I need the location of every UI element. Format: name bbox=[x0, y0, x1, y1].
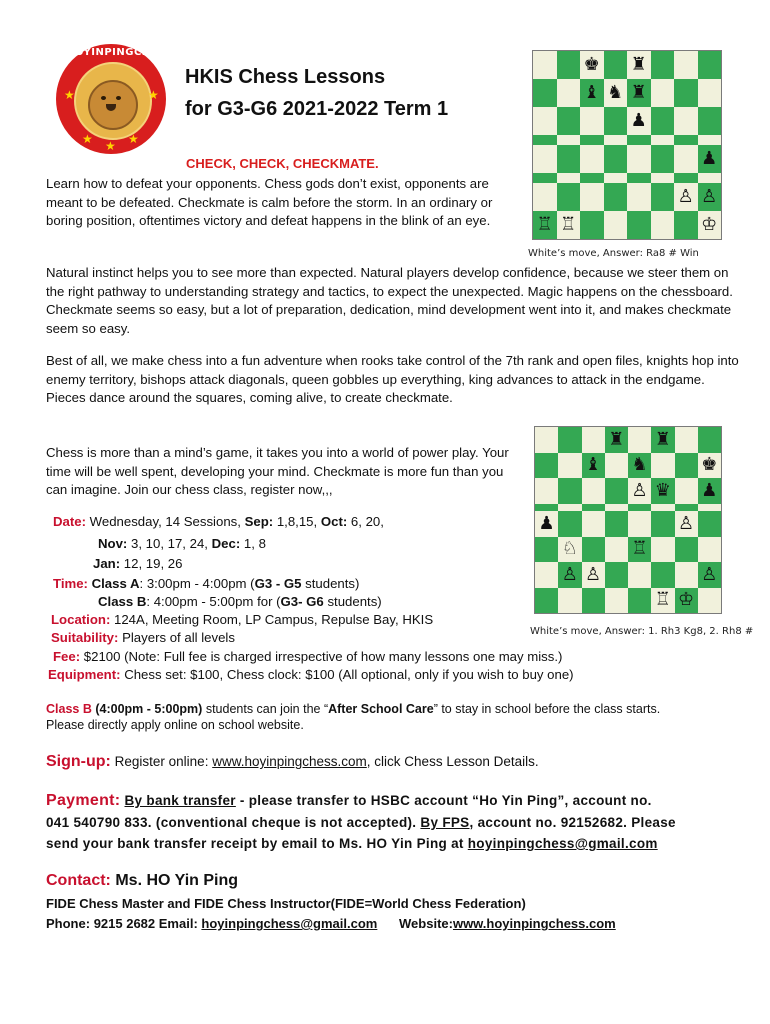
contact-line bbox=[46, 872, 238, 890]
contact-details bbox=[46, 916, 616, 931]
board-square bbox=[698, 478, 721, 504]
board-square bbox=[651, 183, 675, 211]
equipment-label: Equipment: bbox=[48, 667, 121, 682]
board-square bbox=[558, 453, 581, 479]
board-square bbox=[698, 135, 722, 145]
star-icon: ★ bbox=[82, 132, 93, 146]
chess-piece-icon: ♙ bbox=[677, 186, 694, 207]
payment-line1-rest: - please transfer to HSBC account “Ho Yin Ping”, account no. bbox=[235, 793, 652, 808]
nov-label: Nov: bbox=[98, 536, 128, 551]
board-square bbox=[604, 211, 628, 239]
board-square bbox=[604, 145, 628, 173]
tagline: CHECK, CHECK, CHECKMATE. bbox=[186, 156, 379, 171]
board-square bbox=[557, 211, 581, 239]
board-square bbox=[604, 135, 628, 145]
board-square bbox=[533, 79, 557, 107]
chessboard-puzzle-2 bbox=[534, 426, 722, 614]
board-square bbox=[651, 145, 675, 173]
star-icon: ★ bbox=[148, 88, 159, 102]
board-square bbox=[535, 453, 558, 479]
board-square bbox=[533, 51, 557, 79]
fps-link[interactable]: By FPS bbox=[420, 815, 470, 830]
board-square bbox=[582, 453, 605, 479]
class-b-note-time: (4:00pm - 5:00pm) bbox=[95, 702, 203, 716]
board-square bbox=[698, 79, 722, 107]
location-text: 124A, Meeting Room, LP Campus, Repulse Bay, HKIS bbox=[114, 612, 434, 627]
board-square bbox=[698, 427, 721, 453]
payment-line-1 bbox=[46, 790, 652, 812]
jan-line bbox=[93, 555, 182, 574]
board-square bbox=[698, 107, 722, 135]
board-square bbox=[651, 51, 675, 79]
class-a-time: : 3:00pm - 4:00pm ( bbox=[139, 576, 255, 591]
board-square bbox=[580, 183, 604, 211]
intro-paragraph: Learn how to defeat your opponents. Chess gods don’t exist, opponents are meant to be defeated. Checkmate is calm before the storm. In an ordinary or boring position, oftentimes victory and defeat happens in the blink of an eye. bbox=[46, 176, 493, 228]
board-square bbox=[698, 537, 721, 563]
chess-piece-icon: ♔ bbox=[701, 214, 718, 235]
board-square bbox=[698, 511, 721, 537]
board-square bbox=[533, 173, 557, 183]
signup-post: , click Chess Lesson Details. bbox=[366, 754, 539, 769]
board-square bbox=[535, 588, 558, 614]
board-square bbox=[557, 107, 581, 135]
board-square bbox=[628, 562, 651, 588]
board-square bbox=[628, 453, 651, 479]
board-square bbox=[535, 511, 558, 537]
board-square bbox=[557, 173, 581, 183]
payment-line2-a: 041 540790 833. (conventional cheque is not accepted). bbox=[46, 815, 417, 830]
board-square bbox=[698, 588, 721, 614]
board-square bbox=[675, 588, 698, 614]
class-b-time: : 4:00pm - 5:00pm for ( bbox=[146, 594, 281, 609]
board-square bbox=[651, 135, 675, 145]
board-square bbox=[627, 211, 651, 239]
board-square bbox=[580, 145, 604, 173]
class-b-note-lead: Class B bbox=[46, 702, 92, 716]
board-square bbox=[558, 427, 581, 453]
chess-piece-icon: ♟ bbox=[538, 512, 555, 534]
board-square bbox=[651, 511, 674, 537]
chess-piece-icon: ♜ bbox=[608, 428, 625, 450]
date-label: Date: bbox=[53, 514, 86, 529]
board-square bbox=[627, 135, 651, 145]
chess-piece-icon: ♝ bbox=[585, 454, 602, 476]
board-square bbox=[558, 537, 581, 563]
sep-label: Sep: bbox=[244, 514, 274, 529]
board-square bbox=[558, 504, 581, 512]
board-square bbox=[605, 453, 628, 479]
class-a-grades: G3 - G5 bbox=[254, 576, 302, 591]
chess-piece-icon: ♞ bbox=[607, 82, 624, 103]
chess-piece-icon: ♙ bbox=[701, 563, 718, 585]
board-square bbox=[582, 427, 605, 453]
class-b-note-mid: students can join the “ bbox=[205, 702, 329, 716]
class-a-students: students) bbox=[301, 576, 360, 591]
board-square bbox=[605, 427, 628, 453]
time-label: Time: bbox=[53, 576, 88, 591]
board-square bbox=[698, 145, 722, 173]
board-square bbox=[627, 79, 651, 107]
board-square bbox=[580, 211, 604, 239]
jan-dates: 12, 19, 26 bbox=[123, 556, 183, 571]
board-square bbox=[533, 145, 557, 173]
board-square bbox=[698, 453, 721, 479]
board-square bbox=[698, 211, 722, 239]
date-line bbox=[53, 513, 384, 532]
chess-piece-icon: ♔ bbox=[678, 589, 695, 611]
class-b-note-tail: ” to stay in school before the class starts. bbox=[433, 702, 661, 716]
board-square bbox=[651, 562, 674, 588]
board-square bbox=[604, 79, 628, 107]
board-square bbox=[580, 173, 604, 183]
dec-label: Dec: bbox=[211, 536, 241, 551]
chess-piece-icon: ♜ bbox=[630, 54, 647, 75]
chess-piece-icon: ♙ bbox=[678, 512, 695, 534]
board-square bbox=[651, 173, 675, 183]
oct-dates: 6, 20, bbox=[350, 514, 384, 529]
star-icon: ★ bbox=[64, 88, 75, 102]
board-square bbox=[582, 588, 605, 614]
lion-eye-right bbox=[116, 96, 121, 100]
board-square bbox=[558, 562, 581, 588]
equipment-line bbox=[48, 666, 574, 685]
phone-number: 9215 2682 bbox=[93, 916, 156, 931]
board-square bbox=[605, 588, 628, 614]
board-square bbox=[557, 79, 581, 107]
board-square bbox=[674, 135, 698, 145]
chess-piece-icon: ♟ bbox=[701, 479, 718, 501]
payment-line2-b: , account no. 92152682. Please bbox=[469, 815, 676, 830]
board-square bbox=[558, 478, 581, 504]
oct-label: Oct: bbox=[320, 514, 348, 529]
board-square bbox=[675, 511, 698, 537]
board-square bbox=[558, 588, 581, 614]
payment-label: Payment: bbox=[46, 792, 121, 809]
board-square bbox=[605, 562, 628, 588]
board-square bbox=[535, 478, 558, 504]
payment-line-2 bbox=[46, 812, 676, 834]
fee-label: Fee: bbox=[53, 649, 81, 664]
signup-line bbox=[46, 753, 539, 771]
board-square bbox=[533, 135, 557, 145]
board-square bbox=[627, 51, 651, 79]
suitability-text: Players of all levels bbox=[122, 630, 235, 645]
chess-piece-icon: ♙ bbox=[561, 563, 578, 585]
board-square bbox=[605, 504, 628, 512]
fee-line bbox=[53, 648, 562, 667]
board-square bbox=[651, 588, 674, 614]
nov-dec-line bbox=[98, 535, 266, 554]
contact-label: Contact: bbox=[46, 872, 111, 889]
board-square bbox=[651, 427, 674, 453]
board-square bbox=[604, 183, 628, 211]
chess-piece-icon: ♖ bbox=[560, 214, 577, 235]
board-square bbox=[557, 51, 581, 79]
board-square bbox=[580, 51, 604, 79]
bank-transfer-link[interactable]: By bank transfer bbox=[124, 793, 236, 808]
board-square bbox=[580, 107, 604, 135]
board-square bbox=[651, 478, 674, 504]
board-square bbox=[580, 135, 604, 145]
board-square bbox=[605, 478, 628, 504]
jan-label: Jan: bbox=[93, 556, 121, 571]
chess-piece-icon: ♙ bbox=[701, 186, 718, 207]
chessboard-puzzle-1 bbox=[532, 50, 722, 240]
board-square bbox=[627, 107, 651, 135]
contact-email-link[interactable]: hoyinpingchess@gmail.com bbox=[201, 916, 378, 931]
chess-piece-icon: ♖ bbox=[654, 589, 671, 611]
class-a-label: Class A bbox=[91, 576, 140, 591]
chess-piece-icon: ♖ bbox=[631, 538, 648, 560]
board-square bbox=[651, 453, 674, 479]
lion-eye-left bbox=[101, 96, 106, 100]
page-title: HKIS Chess Lessons bbox=[185, 66, 386, 88]
class-b-note-line2: Please directly apply online on school website. bbox=[46, 718, 304, 732]
board-square bbox=[628, 504, 651, 512]
contact-title: FIDE Chess Master and FIDE Chess Instructor(FIDE=World Chess Federation) bbox=[46, 896, 526, 911]
class-b-students: students) bbox=[323, 594, 382, 609]
board-square bbox=[674, 211, 698, 239]
board-square bbox=[627, 173, 651, 183]
signup-label: Sign-up: bbox=[46, 753, 111, 770]
payment-line-3 bbox=[46, 833, 658, 855]
paragraph-adventure: Best of all, we make chess into a fun adventure when rooks take control of the 7th rank and open files, knights hop into enemy territory, bishops attack diagonals, queen gobbles up everything, king advances to attack in the endgame. Pieces dance around the squares, coming alive, to create checkmate. bbox=[46, 353, 739, 405]
logo-text: HOYINPINGCHESS bbox=[66, 47, 173, 58]
board-square bbox=[533, 183, 557, 211]
chess-piece-icon: ♛ bbox=[654, 479, 671, 501]
board-square bbox=[604, 173, 628, 183]
board-square bbox=[651, 211, 675, 239]
board-square bbox=[535, 537, 558, 563]
board-square bbox=[604, 107, 628, 135]
nov-dates: 3, 10, 17, 24, bbox=[130, 536, 208, 551]
date-text: Wednesday, 14 Sessions, bbox=[89, 514, 241, 529]
board-square bbox=[535, 504, 558, 512]
board-square bbox=[675, 537, 698, 563]
board-square bbox=[557, 183, 581, 211]
website-label: Website: bbox=[399, 916, 453, 931]
board-square bbox=[604, 51, 628, 79]
chess-piece-icon: ♜ bbox=[630, 82, 647, 103]
chess-piece-icon: ♙ bbox=[585, 563, 602, 585]
board-square bbox=[535, 427, 558, 453]
board-square bbox=[582, 511, 605, 537]
board-square bbox=[698, 562, 721, 588]
location-label: Location: bbox=[51, 612, 111, 627]
board-square bbox=[674, 79, 698, 107]
fee-text: $2100 (Note: Full fee is charged irrespective of how many lessons one may miss.) bbox=[83, 649, 563, 664]
board-square bbox=[698, 183, 722, 211]
board-square bbox=[651, 79, 675, 107]
board-square bbox=[627, 183, 651, 211]
board-square bbox=[674, 183, 698, 211]
chess-piece-icon: ♜ bbox=[654, 428, 671, 450]
phone-label: Phone: bbox=[46, 916, 91, 931]
board-square bbox=[580, 79, 604, 107]
suitability-label: Suitability: bbox=[51, 630, 119, 645]
star-icon: ★ bbox=[105, 139, 116, 153]
suitability-line bbox=[51, 629, 235, 648]
board-square bbox=[605, 511, 628, 537]
chess-piece-icon: ♞ bbox=[631, 454, 648, 476]
class-b-grades: G3- G6 bbox=[280, 594, 324, 609]
board-square bbox=[674, 145, 698, 173]
board-square bbox=[535, 562, 558, 588]
board-square bbox=[582, 504, 605, 512]
chess-piece-icon: ♚ bbox=[583, 54, 600, 75]
board-square bbox=[674, 51, 698, 79]
email-label: Email: bbox=[158, 916, 198, 931]
board-square bbox=[675, 478, 698, 504]
board-square bbox=[533, 107, 557, 135]
board-square bbox=[557, 135, 581, 145]
board-square bbox=[582, 478, 605, 504]
board-square bbox=[628, 478, 651, 504]
chess-piece-icon: ♝ bbox=[583, 82, 600, 103]
chess-piece-icon: ♚ bbox=[701, 454, 718, 476]
paragraph-join: Chess is more than a mind’s game, it takes you into a world of power play. Your time will be well spent, developing your mind. Checkmate is more fun than you can imagine. Join our chess class, register now,,, bbox=[46, 445, 509, 497]
board-square bbox=[628, 588, 651, 614]
board-square bbox=[582, 537, 605, 563]
location-line bbox=[51, 611, 433, 630]
chess-piece-icon: ♟ bbox=[630, 110, 647, 131]
board-square bbox=[674, 107, 698, 135]
time-line-b bbox=[98, 593, 382, 612]
page-subtitle: for G3-G6 2021-2022 Term 1 bbox=[185, 98, 449, 120]
signup-link[interactable]: www.hoyinpingchess.com bbox=[212, 754, 367, 769]
chess-piece-icon: ♖ bbox=[536, 214, 553, 235]
board-square bbox=[558, 511, 581, 537]
sep-dates: 1,8,15, bbox=[276, 514, 318, 529]
board-square bbox=[557, 145, 581, 173]
time-line-a bbox=[53, 575, 359, 594]
dec-dates: 1, 8 bbox=[243, 536, 266, 551]
board-square bbox=[651, 107, 675, 135]
after-school-care: After School Care bbox=[328, 702, 434, 716]
board-square bbox=[698, 51, 722, 79]
puzzle-2-caption: White’s move, Answer: 1. Rh3 Kg8, 2. Rh8 # bbox=[530, 626, 754, 637]
board-square bbox=[675, 562, 698, 588]
payment-line3-a: send your bank transfer receipt by email to Ms. HO Yin Ping at bbox=[46, 836, 464, 851]
board-square bbox=[698, 504, 721, 512]
board-square bbox=[675, 453, 698, 479]
board-square bbox=[698, 173, 722, 183]
equipment-text: Chess set: $100, Chess clock: $100 (All optional, only if you wish to buy one) bbox=[124, 667, 574, 682]
chess-piece-icon: ♟ bbox=[701, 148, 718, 169]
board-square bbox=[675, 504, 698, 512]
board-square bbox=[651, 504, 674, 512]
class-b-note bbox=[46, 701, 746, 717]
board-square bbox=[651, 537, 674, 563]
board-square bbox=[674, 173, 698, 183]
chess-piece-icon: ♘ bbox=[561, 538, 578, 560]
board-square bbox=[605, 537, 628, 563]
class-b-label: Class B bbox=[98, 594, 147, 609]
paragraph-instinct: Natural instinct helps you to see more than expected. Natural players develop confidence, because we steer them on the right pathway to understanding strategy and tactics, to expect the unexpected. Magic happens on the chessboard. Checkmate seems so easy, but a lot of preparation, dedication, mind development went into it, and makes checkmate seem so easy. bbox=[46, 265, 733, 336]
payment-email-link[interactable]: hoyinpingchess@gmail.com bbox=[467, 836, 658, 851]
puzzle-1-caption: White’s move, Answer: Ra8 # Win bbox=[528, 248, 699, 259]
board-square bbox=[628, 427, 651, 453]
board-square bbox=[675, 427, 698, 453]
board-square bbox=[582, 562, 605, 588]
board-square bbox=[628, 511, 651, 537]
chess-piece-icon: ♙ bbox=[631, 479, 648, 501]
signup-pre: Register online: bbox=[114, 754, 209, 769]
board-square bbox=[628, 537, 651, 563]
board-square bbox=[627, 145, 651, 173]
star-icon: ★ bbox=[128, 132, 139, 146]
contact-name: Ms. HO Yin Ping bbox=[115, 872, 239, 889]
board-square bbox=[533, 211, 557, 239]
website-link[interactable]: www.hoyinpingchess.com bbox=[452, 916, 616, 931]
